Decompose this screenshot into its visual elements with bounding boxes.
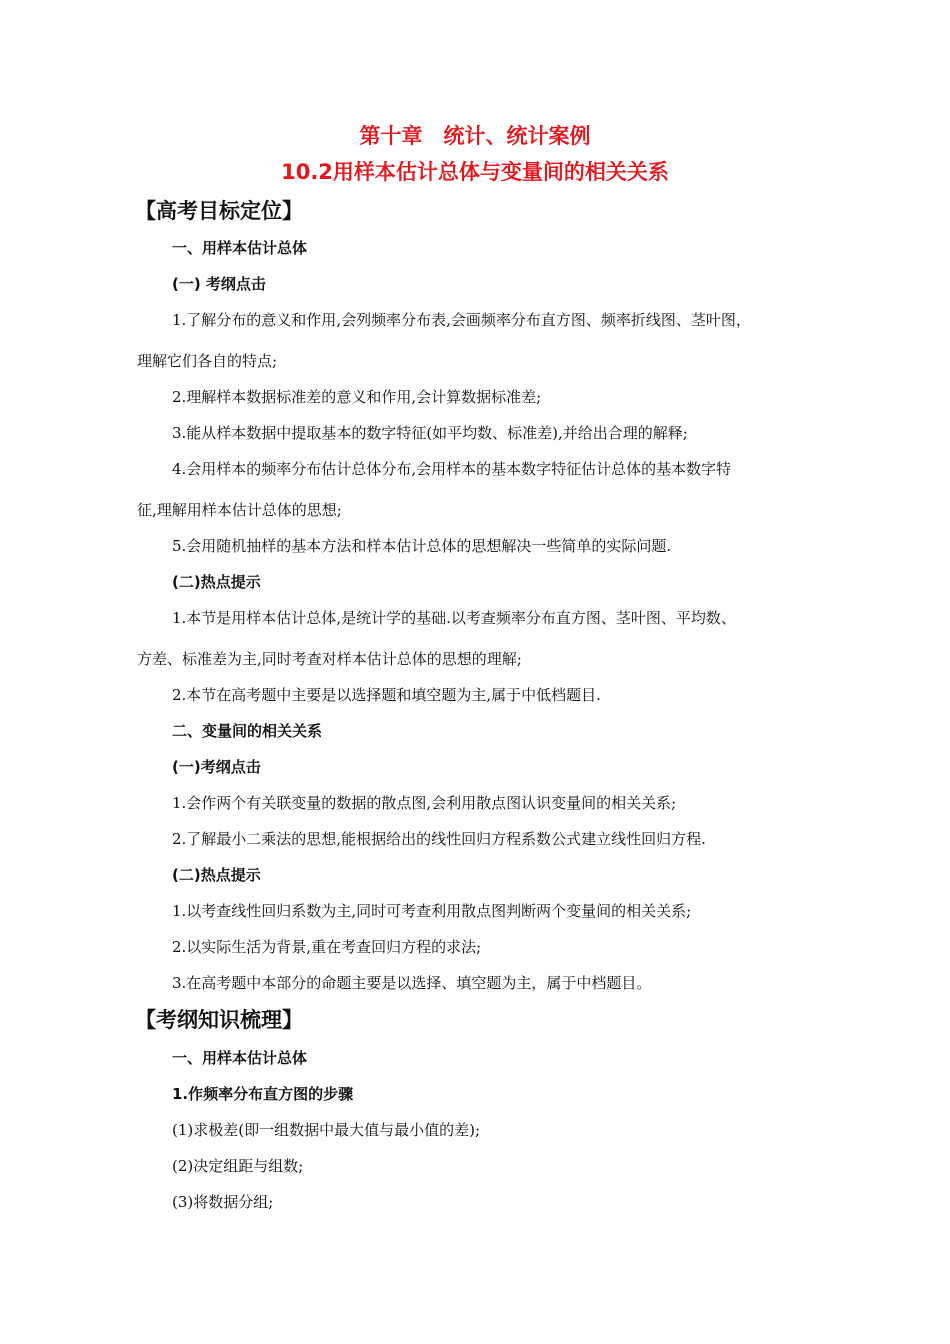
paragraph-line: 2.以实际生活为背景,重在考查回归方程的求法; bbox=[172, 938, 482, 956]
step-line: (2)决定组距与组数; bbox=[172, 1157, 304, 1175]
section-heading-goals: 【高考目标定位】 bbox=[135, 199, 303, 223]
paragraph-line: 方差、标准差为主,同时考查对样本估计总体的思想的理解; bbox=[137, 650, 522, 668]
outline-heading: (一) 考纲点击 bbox=[172, 275, 266, 293]
part-heading-sample: 一、用样本估计总体 bbox=[172, 1049, 308, 1067]
part-heading-sample: 一、用样本估计总体 bbox=[172, 239, 308, 257]
step-line: (1)求极差(即一组数据中最大值与最小值的差); bbox=[172, 1121, 481, 1139]
hot-heading: (二)热点提示 bbox=[172, 866, 261, 884]
paragraph-line: 1.本节是用样本估计总体,是统计学的基础.以考查频率分布直方图、茎叶图、平均数、 bbox=[172, 609, 736, 627]
paragraph-line: 2.本节在高考题中主要是以选择题和填空题为主,属于中低档题目. bbox=[172, 686, 601, 704]
hot-heading: (二)热点提示 bbox=[172, 573, 261, 591]
section-title: 10.2用样本估计总体与变量间的相关关系 bbox=[281, 160, 669, 184]
paragraph-line: 4.会用样本的频率分布估计总体分布,会用样本的基本数字特征估计总体的基本数字特 bbox=[172, 460, 732, 478]
paragraph-line: 1.了解分布的意义和作用,会列频率分布表,会画频率分布直方图、频率折线图、茎叶图， bbox=[172, 311, 751, 329]
paragraph-line: 理解它们各自的特点; bbox=[137, 352, 278, 370]
chapter-title: 第十章 统计、统计案例 bbox=[359, 124, 591, 148]
section-heading-knowledge: 【考纲知识梳理】 bbox=[135, 1008, 303, 1032]
paragraph-line: 2.理解样本数据标准差的意义和作用,会计算数据标准差; bbox=[172, 388, 542, 406]
paragraph-line: 2.了解最小二乘法的思想,能根据给出的线性回归方程系数公式建立线性回归方程. bbox=[172, 830, 706, 848]
step-line: (3)将数据分组; bbox=[172, 1193, 274, 1211]
paragraph-line: 5.会用随机抽样的基本方法和样本估计总体的思想解决一些简单的实际问题. bbox=[172, 537, 672, 555]
paragraph-line: 3.能从样本数据中提取基本的数字特征(如平均数、标准差),并给出合理的解释; bbox=[172, 424, 688, 442]
item-heading: 1.作频率分布直方图的步骤 bbox=[172, 1085, 354, 1103]
paragraph-line: 3.在高考题中本部分的命题主要是以选择、填空题为主，属于中档题目。 bbox=[172, 974, 652, 992]
outline-heading: (一)考纲点击 bbox=[172, 758, 261, 776]
paragraph-line: 1.会作两个有关联变量的数据的散点图,会利用散点图认识变量间的相关关系; bbox=[172, 794, 677, 812]
paragraph-line: 1.以考查线性回归系数为主,同时可考查利用散点图判断两个变量间的相关关系; bbox=[172, 902, 692, 920]
part-heading-correlation: 二、变量间的相关关系 bbox=[172, 722, 323, 740]
paragraph-line: 征,理解用样本估计总体的思想; bbox=[137, 501, 342, 519]
